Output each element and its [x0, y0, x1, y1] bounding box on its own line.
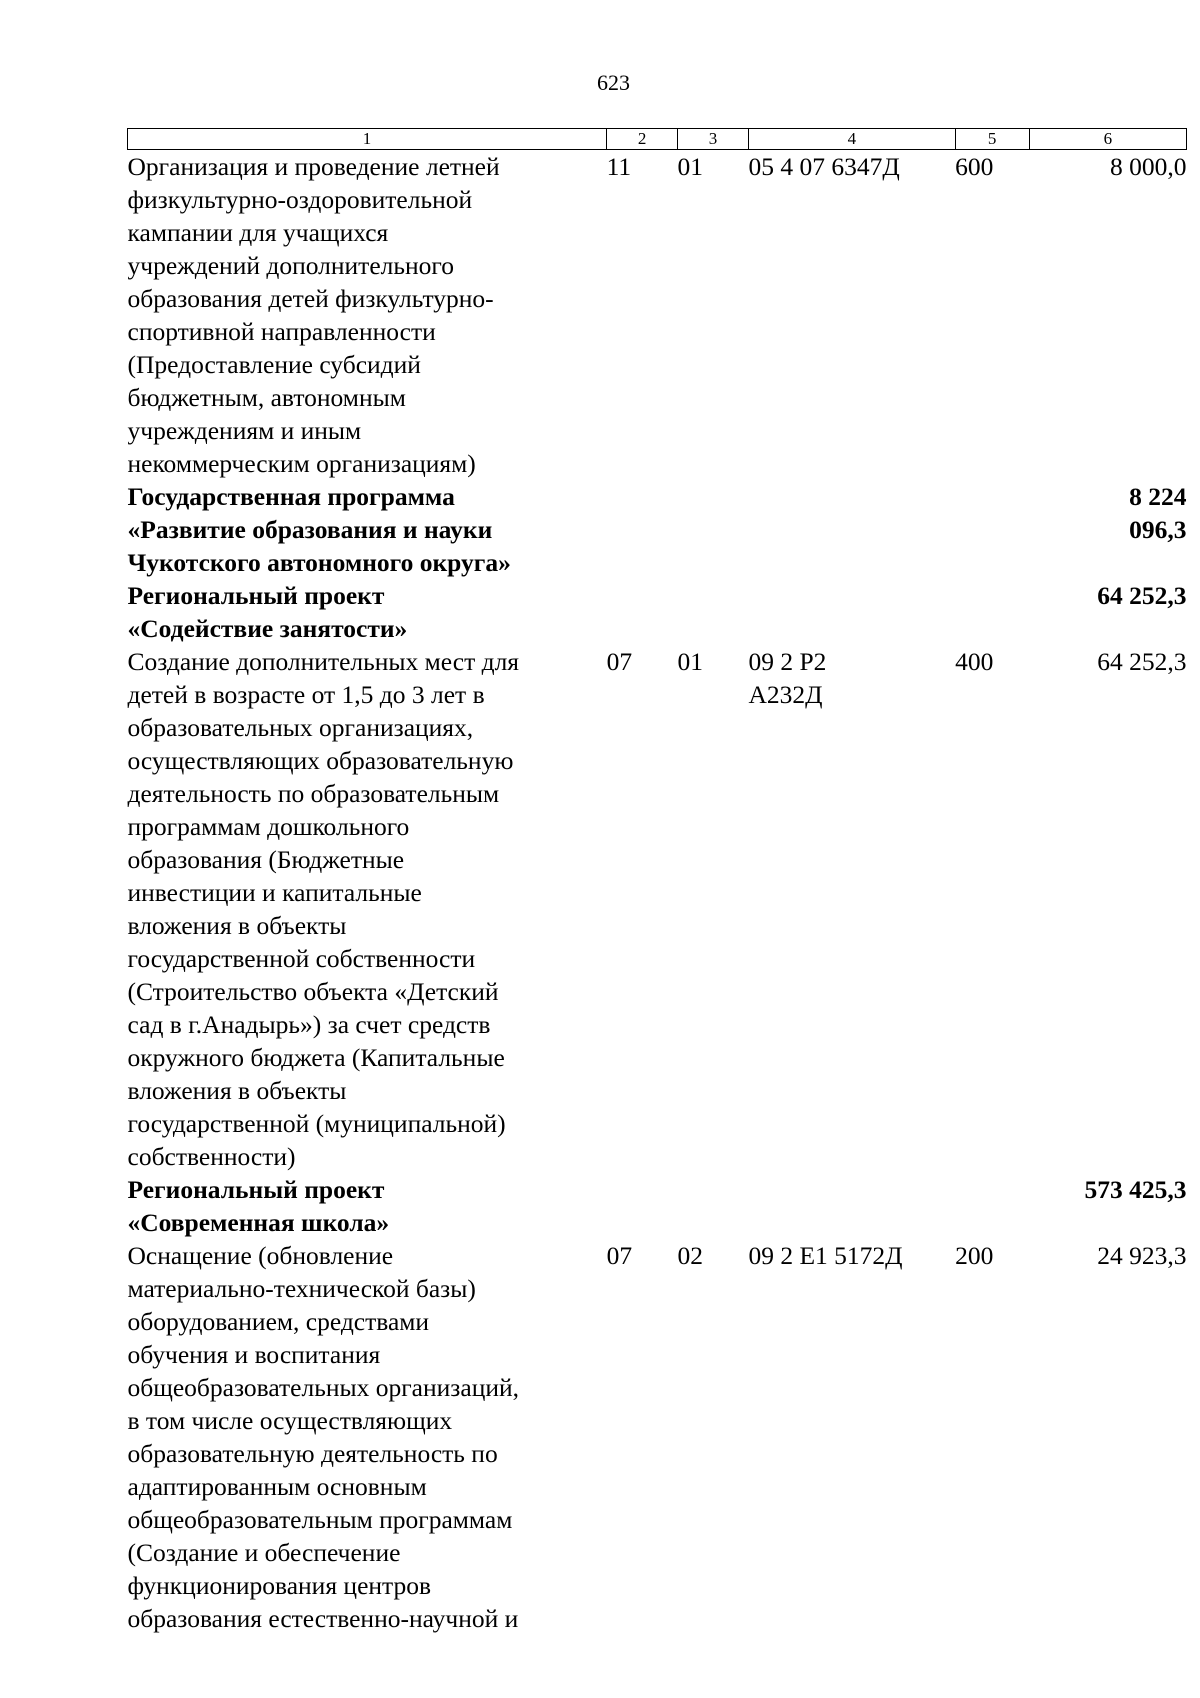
column-header-3: 3: [678, 129, 749, 150]
row-name: Создание дополнительных мест для детей в возрасте от 1,5 до 3 лет в образовательных организациях, осуществляющих образовательную деятельность по образовательным программам дошкольного образования (Бюджетные инвестиции и капитальные вложения в объекты государственной собственности (Строительство объекта «Детский сад в г.Анадырь») за счет средств окружного бюджета (Капитальные вложения в объекты государственной (муниципальной) собственности): [127, 647, 520, 1171]
column-header-6: 6: [1029, 129, 1186, 150]
row-target-code: [748, 579, 955, 645]
row-expense-type: [955, 480, 1029, 579]
row-expense-type: 200: [955, 1241, 994, 1270]
row-expense-type: 400: [955, 647, 994, 676]
row-section: [607, 480, 678, 579]
column-header-5: 5: [955, 129, 1029, 150]
table-row: [128, 645, 1187, 1173]
row-name: Региональный проект «Современная школа»: [127, 1175, 390, 1237]
row-section: [607, 1173, 678, 1239]
row-section: [607, 579, 678, 645]
row-subsection: [678, 1173, 749, 1239]
row-section: 07: [606, 647, 633, 676]
column-number-header: [128, 129, 1187, 150]
row-amount: 8 224 096,3: [1129, 482, 1187, 544]
table-row: [128, 150, 1187, 481]
row-target-code: 09 2 P2 A232Д: [748, 647, 827, 709]
row-section: 07: [606, 1241, 633, 1270]
row-subsection: [678, 480, 749, 579]
table-row: [128, 579, 1187, 645]
row-target-code: 09 2 E1 5172Д: [748, 1241, 903, 1270]
row-expense-type: 600: [955, 152, 994, 181]
row-subsection: 01: [677, 152, 704, 181]
row-target-code: [748, 480, 955, 579]
budget-table: [127, 128, 1187, 1635]
row-amount: 24 923,3: [1097, 1241, 1187, 1270]
row-amount: 64 252,3: [1097, 581, 1187, 610]
row-section: 11: [606, 152, 632, 181]
row-name: Оснащение (обновление материально-технической базы) оборудованием, средствами обучения и воспитания общеобразовательных организаций, в том числе осуществляющих образовательную деятельность по адаптированным основным общеобразовательным программам (Создание и обеспечение функционирования центров образования естественно-научной и: [127, 1241, 520, 1633]
row-subsection: 01: [677, 647, 704, 676]
page-number: 623: [597, 70, 630, 95]
row-expense-type: [955, 1173, 1029, 1239]
row-name: Организация и проведение летней физкультурно-оздоровительной кампании для учащихся учреждений дополнительного образования детей физкультурно- спортивной направленности (Предоставление субсидий бюджетным, автономным учреждениям и иным некоммерческим организациям): [127, 152, 500, 478]
row-amount: 8 000,0: [1110, 152, 1187, 181]
table-row: [128, 1239, 1187, 1635]
table-row: [128, 1173, 1187, 1239]
row-subsection: 02: [677, 1241, 704, 1270]
row-amount: 64 252,3: [1097, 647, 1187, 676]
row-target-code: [748, 1173, 955, 1239]
column-header-2: 2: [607, 129, 678, 150]
row-target-code: 05 4 07 6347Д: [748, 152, 900, 181]
column-header-1: 1: [128, 129, 607, 150]
table-row: [128, 480, 1187, 579]
row-expense-type: [955, 579, 1029, 645]
row-subsection: [678, 579, 749, 645]
column-header-4: 4: [748, 129, 955, 150]
row-name: Государственная программа «Развитие образования и науки Чукотского автономного округа»: [127, 482, 511, 577]
row-amount: 573 425,3: [1084, 1175, 1187, 1204]
row-name: Региональный проект «Содействие занятости»: [127, 581, 408, 643]
